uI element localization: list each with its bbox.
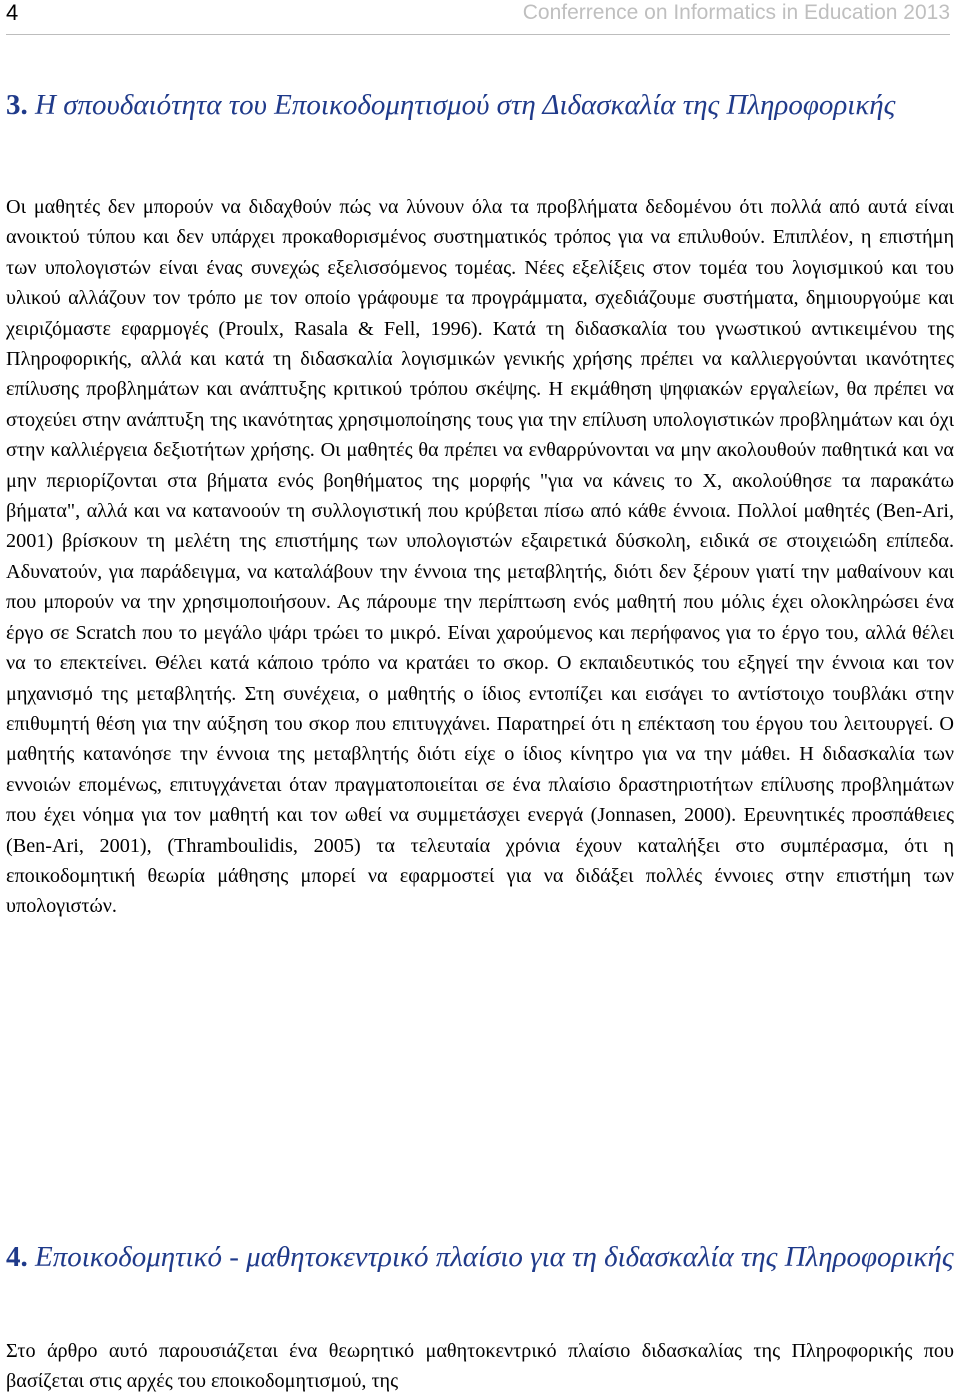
page-number: 4 bbox=[6, 0, 19, 25]
section-4-number: 4. bbox=[6, 1241, 28, 1273]
page-header bbox=[6, 0, 950, 35]
section-4-title: Εποικοδομητικό - μαθητοκεντρικό πλαίσιο για τη διδασκαλία της Πληροφορικής bbox=[35, 1241, 954, 1273]
section-3-number: 3. bbox=[6, 89, 28, 121]
section-3-heading bbox=[6, 86, 956, 124]
section-4-paragraph: Στο άρθρο αυτό παρουσιάζεται ένα θεωρητικό μαθητοκεντρικό πλαίσιο διδασκαλίας της Πληροφορικής που βασίζεται στις αρχές του εποικοδομητισμού, της bbox=[6, 1340, 954, 1393]
section-3-title: Η σπουδαιότητα του Εποικοδομητισμού στη Διδασκαλία της Πληροφορικής bbox=[35, 89, 896, 121]
section-3-paragraph: Οι μαθητές δεν μπορούν να διδαχθούν πώς να λύνουν όλα τα προβλήματα δεδομένου ότι πολλά από αυτά είναι ανοικτού τύπου και δεν υπάρχει προκαθορισμένος συστηματικός τρόπος για να επιλυθούν. Επιπλέον, η επιστήμη των υπολογιστών είναι ένας συνεχώς εξελισσόμενος τομέας. Νέες εξελίξεις στον τομέα του λογισμικού και του υλικού αλλάζουν τον τρόπο με τον οποίο γράφουμε τα προγράμματα, σχεδιάζουμε συστήματα, δημιουργούμε και χειριζόμαστε εφαρμογές (Proulx, Rasala & Fell, 1996). Κατά τη διδασκαλία του γνωστικού αντικειμένου της Πληροφορικής, αλλά και κατά τη διδασκαλία λογισμικών γενικής χρήσης πρέπει να καλλιεργούνται ικανότητες επίλυσης προβλημάτων και ανάπτυξης κριτικού τρόπου σκέψης. Η εκμάθηση ψηφιακών εργαλείων, θα πρέπει να στοχεύει στην ανάπτυξη της ικανότητας χρησιμοποίησης τους για την επίλυση υπολογιστικών προβλημάτων και όχι στην καλλιέργεια δεξιοτήτων χρήσης. Οι μαθητές θα πρέπει να ενθαρρύνονται να μην ακολουθούν παθητικά και να μην περιορίζονται στα βήματα ενός βοηθήματος της μορφής "για να κάνεις το X, ακολούθησε τα παρακάτω βήματα", αλλά και να κατανοούν τη συλλογιστική που κρύβεται πίσω από κάθε έννοια. Πολλοί μαθητές (Ben-Ari, 2001) βρίσκουν τη μελέτη της επιστήμης των υπολογιστών εξαιρετικά δύσκολη, ειδικά σε στοιχειώδη επίπεδα. Αδυνατούν, για παράδειγμα, να καταλάβουν την έννοια της μεταβλητής, διότι δεν ξέρουν γιατί την μαθαίνουν και που μπορούν να την χρησιμοποιήσουν. Ας πάρουμε την περίπτωση ενός μαθητή που μόλις έχει ολοκληρώσει ένα έργο σε Scratch που το μεγάλο ψάρι τρώει το μικρό. Είναι χαρούμενος και περήφανος για το έργο του, αλλά θέλει να το επεκτείνει. Θέλει κατά κάποιο τρόπο να κρατάει το σκορ. Ο εκπαιδευτικός του εξηγεί την έννοια και τον μηχανισμό της μεταβλητής. Στη συνέχεια, ο μαθητής ο ίδιος εντοπίζει και εισάγει το αντίστοιχο τουβλάκι στην επιθυμητή θέση για την αύξηση του σκορ που επιτυγχάνει. Παρατηρεί ότι η επέκταση του έργου του λειτουργεί. Ο μαθητής κατανόησε την έννοια της μεταβλητής διότι είχε ο ίδιος κίνητρο για να την μάθει. Η διδασκαλία των εννοιών επομένως, επιτυγχάνεται όταν πραγματοποιείται σε ένα πλαίσιο δραστηριοτήτων επίλυσης προβλημάτων που έχει νόημα για τον μαθητή και τον ωθεί να συμμετάσχει ενεργά (Jonnasen, 2000). Ερευνητικές προσπάθειες (Ben-Ari, 2001), (Thramboulidis, 2005) τα τελευταία χρόνια έχουν καταλήξει στο συμπέρασμα, ότι η εποικοδομητική θεωρία μάθησης μπορεί να εφαρμοστεί για να διδάξει πολλές έννοιες στην επιστήμη των υπολογιστών. bbox=[6, 196, 954, 918]
running-title: Conferrence on Informatics in Education 2013 bbox=[522, 1, 950, 24]
section-4-heading bbox=[6, 1238, 956, 1276]
